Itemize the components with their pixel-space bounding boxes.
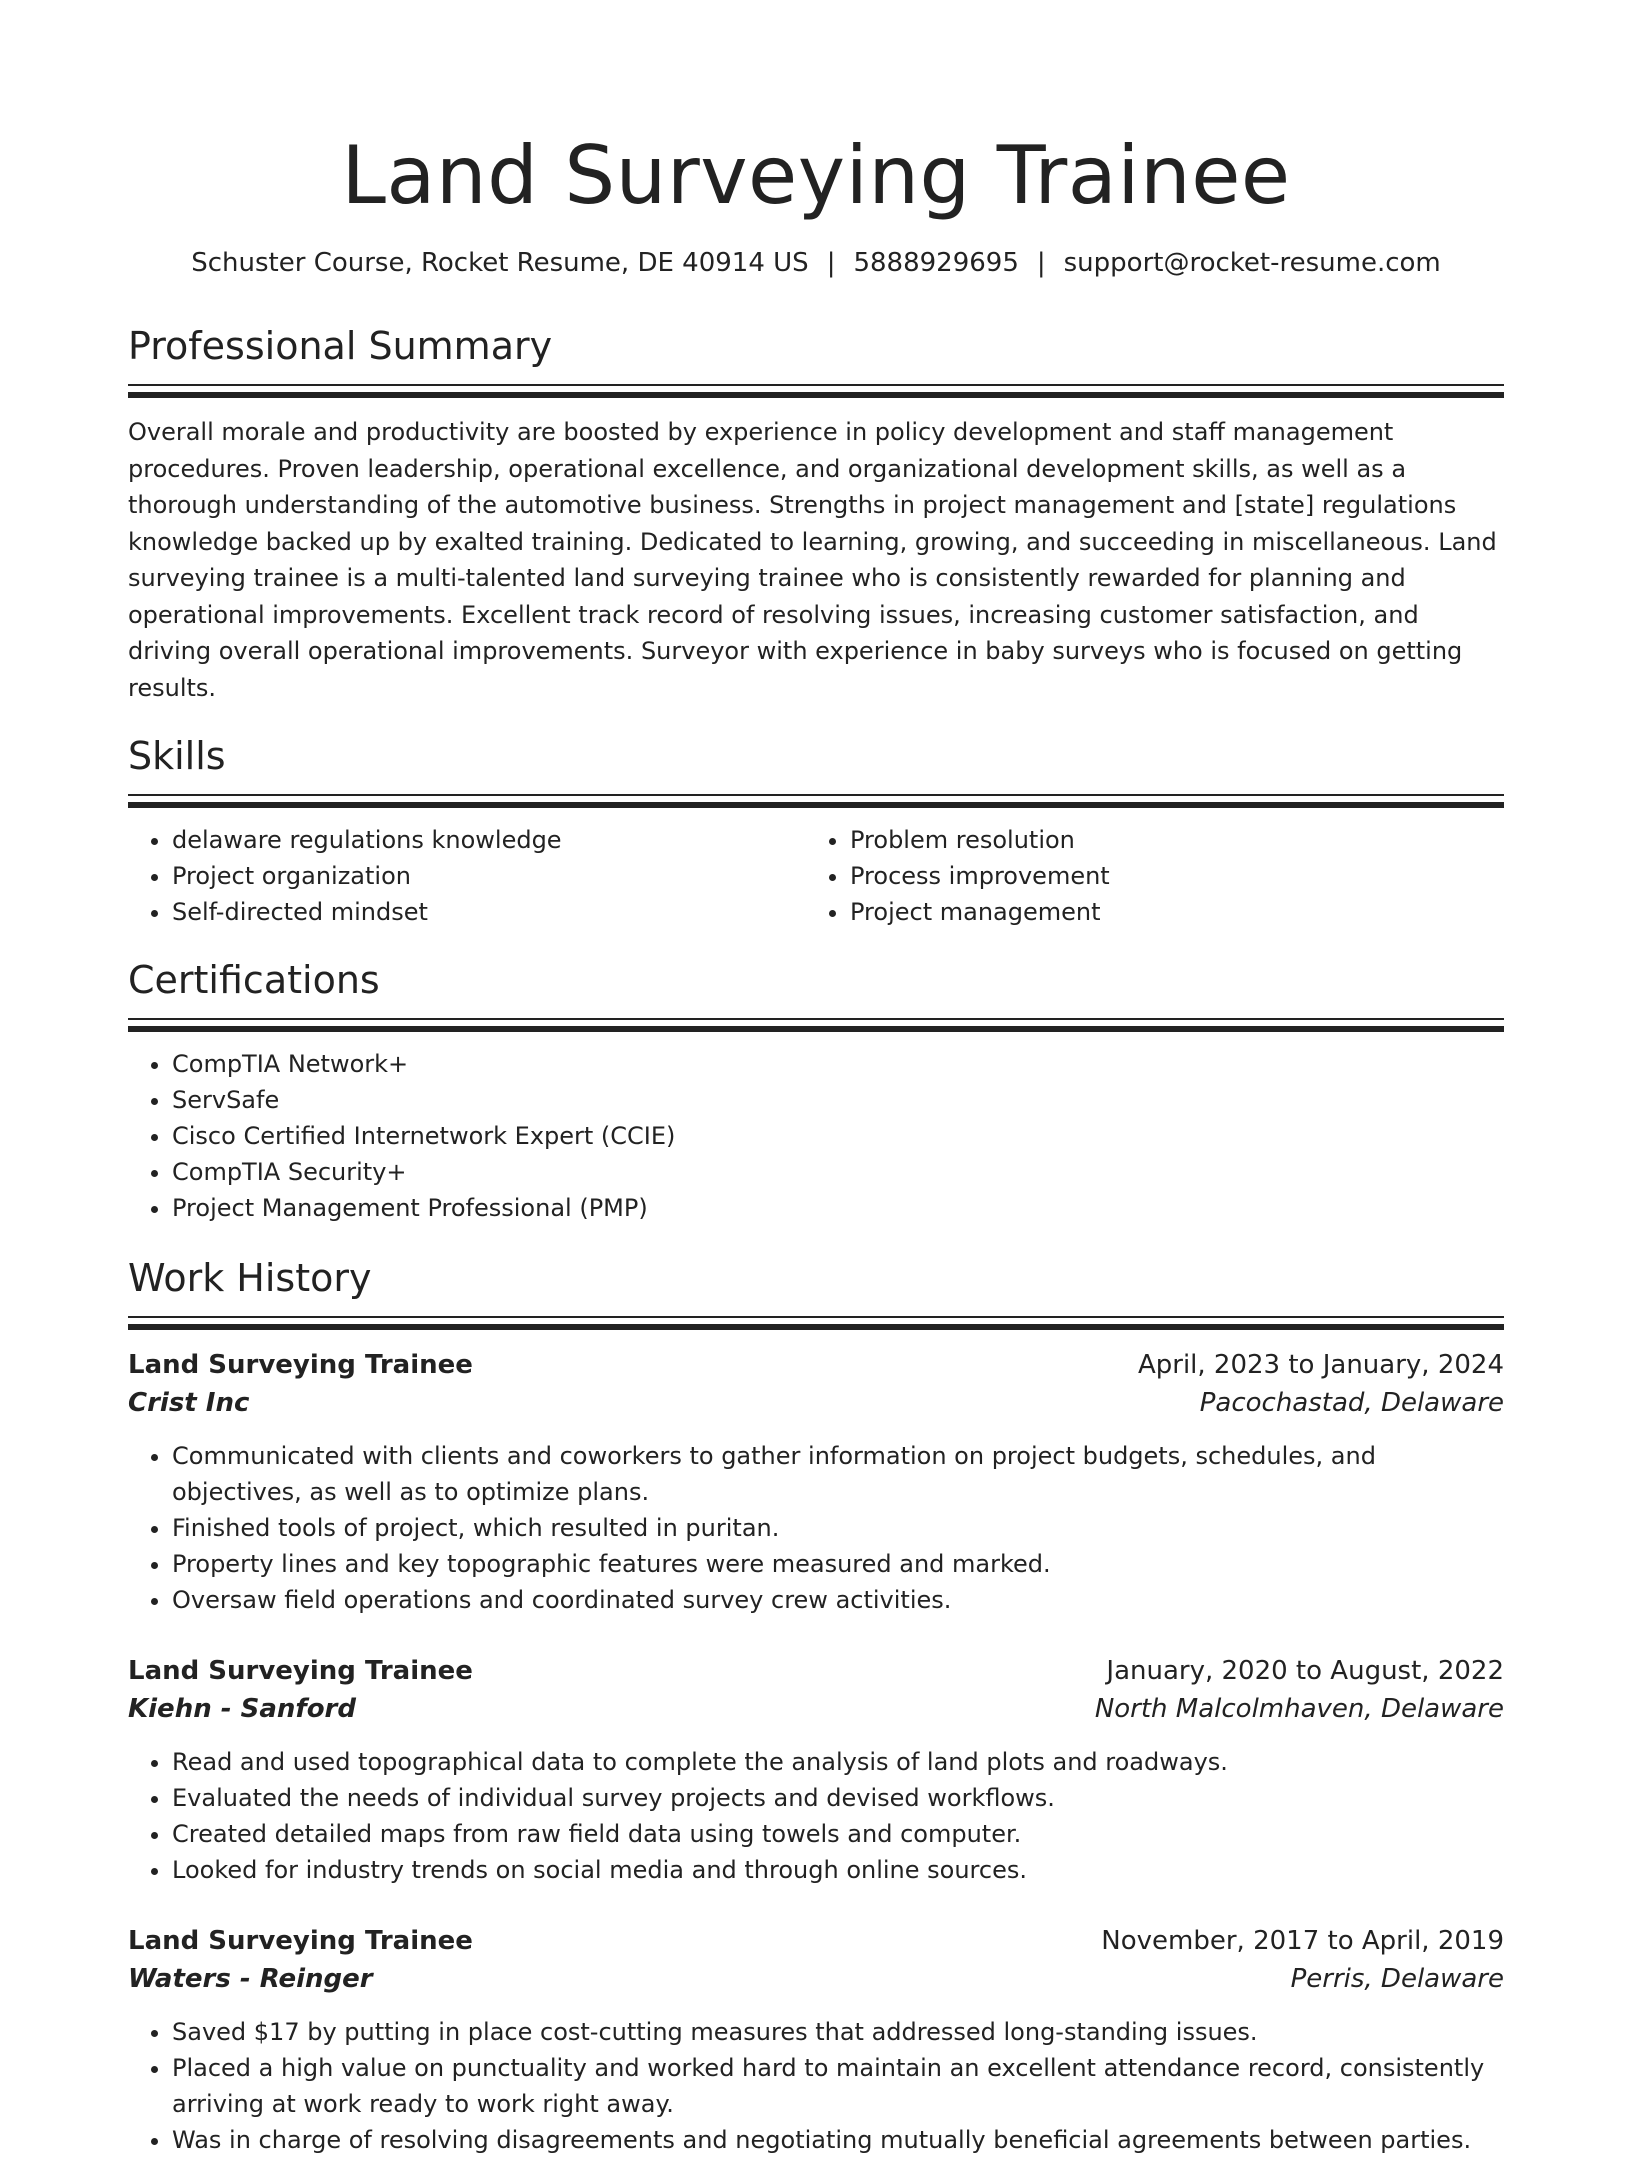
contact-address: Schuster Course, Rocket Resume, DE 40914 US	[191, 248, 809, 278]
skills-title: Skills	[128, 734, 226, 778]
job-company: Crist Inc	[128, 1388, 250, 1418]
job-title: Land Surveying Trainee	[128, 1926, 473, 1956]
job-bullet: • Oversaw field operations and coordinated survey crew activities.	[172, 1582, 1504, 1618]
job-header	[128, 1922, 1504, 1960]
contact-separator: |	[826, 248, 836, 278]
job-header	[128, 1652, 1504, 1690]
job-bullets	[128, 1744, 1504, 1888]
certification-item: • CompTIA Network+	[172, 1046, 1504, 1082]
certifications-list	[128, 1046, 1504, 1226]
summary-section	[128, 322, 1504, 706]
certification-item: • Project Management Professional (PMP)	[172, 1190, 1504, 1226]
section-divider-thick	[128, 392, 1504, 398]
job-entry	[128, 1652, 1504, 1888]
certification-item: • Cisco Certified Internetwork Expert (CCIE)	[172, 1118, 1504, 1154]
section-divider-thick	[128, 1026, 1504, 1032]
job-entry	[128, 1922, 1504, 2158]
certifications-title: Certifications	[128, 958, 380, 1002]
job-bullets	[128, 2014, 1504, 2158]
resume-page	[128, 0, 1504, 2158]
job-bullet: • Saved $17 by putting in place cost-cutting measures that addressed long-standing issues.	[172, 2014, 1504, 2050]
section-divider	[128, 1316, 1504, 1318]
skill-item: • Problem resolution	[850, 822, 1484, 858]
candidate-name: Land Surveying Trainee	[341, 129, 1291, 222]
section-divider	[128, 794, 1504, 796]
skill-item: • delaware regulations knowledge	[172, 822, 806, 858]
job-bullet: • Communicated with clients and coworkers to gather information on project budgets, schedules, and objectives, as well as to optimize plans.	[172, 1438, 1504, 1510]
job-entry	[128, 1346, 1504, 1618]
skills-list-right	[806, 822, 1484, 930]
skills-list-left	[128, 822, 806, 930]
work-history-section	[128, 1254, 1504, 2158]
summary-text: Overall morale and productivity are boosted by experience in policy development and staff management procedures. Proven leadership, operational excellence, and organizational development skills, as well as a thorough understanding of the automotive business. Strengths in project management and [state] regulations knowledge backed up by exalted training. Dedicated to learning, growing, and succeeding in miscellaneous. Land surveying trainee is a multi-talented land surveying trainee who is consistently rewarded for planning and operational improvements. Excellent track record of resolving issues, increasing customer satisfaction, and driving overall operational improvements. Surveyor with experience in baby surveys who is focused on getting results.	[128, 418, 1497, 702]
job-location: Pacochastad, Delaware	[1199, 1388, 1504, 1418]
job-bullet: • Was in charge of resolving disagreements and negotiating mutually beneficial agreements between parties.	[172, 2122, 1504, 2158]
contact-line	[128, 246, 1504, 280]
job-company: Waters - Reinger	[128, 1964, 373, 1994]
job-subheader	[128, 1960, 1504, 1998]
summary-title: Professional Summary	[128, 324, 553, 368]
section-divider-thick	[128, 802, 1504, 808]
job-company: Kiehn - Sanford	[128, 1694, 356, 1724]
contact-email: support@rocket-resume.com	[1063, 248, 1441, 278]
job-dates: November, 2017 to April, 2019	[1101, 1926, 1504, 1956]
job-title: Land Surveying Trainee	[128, 1350, 473, 1380]
certifications-section	[128, 956, 1504, 1226]
section-divider	[128, 384, 1504, 386]
contact-separator: |	[1036, 248, 1046, 278]
job-bullet: • Finished tools of project, which resulted in puritan.	[172, 1510, 1504, 1546]
job-header	[128, 1346, 1504, 1384]
contact-phone: 5888929695	[853, 248, 1019, 278]
job-subheader	[128, 1384, 1504, 1422]
skill-item: • Process improvement	[850, 858, 1484, 894]
job-bullet: • Property lines and key topographic features were measured and marked.	[172, 1546, 1504, 1582]
job-location: Perris, Delaware	[1290, 1964, 1504, 1994]
skills-grid	[128, 822, 1504, 930]
job-title: Land Surveying Trainee	[128, 1656, 473, 1686]
skill-item: • Self-directed mindset	[172, 894, 806, 930]
job-bullet: • Looked for industry trends on social media and through online sources.	[172, 1852, 1504, 1888]
certification-item: • CompTIA Security+	[172, 1154, 1504, 1190]
job-bullet: • Read and used topographical data to complete the analysis of land plots and roadways.	[172, 1744, 1504, 1780]
job-dates: January, 2020 to August, 2022	[1106, 1656, 1504, 1686]
job-subheader	[128, 1690, 1504, 1728]
job-dates: April, 2023 to January, 2024	[1137, 1350, 1504, 1380]
section-divider-thick	[128, 1324, 1504, 1330]
section-divider	[128, 1018, 1504, 1020]
job-location: North Malcolmhaven, Delaware	[1094, 1694, 1504, 1724]
job-bullets	[128, 1438, 1504, 1618]
certification-item: • ServSafe	[172, 1082, 1504, 1118]
work-history-title: Work History	[128, 1256, 372, 1300]
job-bullet: • Evaluated the needs of individual survey projects and devised workflows.	[172, 1780, 1504, 1816]
skill-item: • Project organization	[172, 858, 806, 894]
job-bullet: • Created detailed maps from raw field data using towels and computer.	[172, 1816, 1504, 1852]
skills-section	[128, 732, 1504, 930]
job-bullet: • Placed a high value on punctuality and worked hard to maintain an excellent attendance record, consistently arriving at work ready to work right away.	[172, 2050, 1504, 2122]
skill-item: • Project management	[850, 894, 1484, 930]
